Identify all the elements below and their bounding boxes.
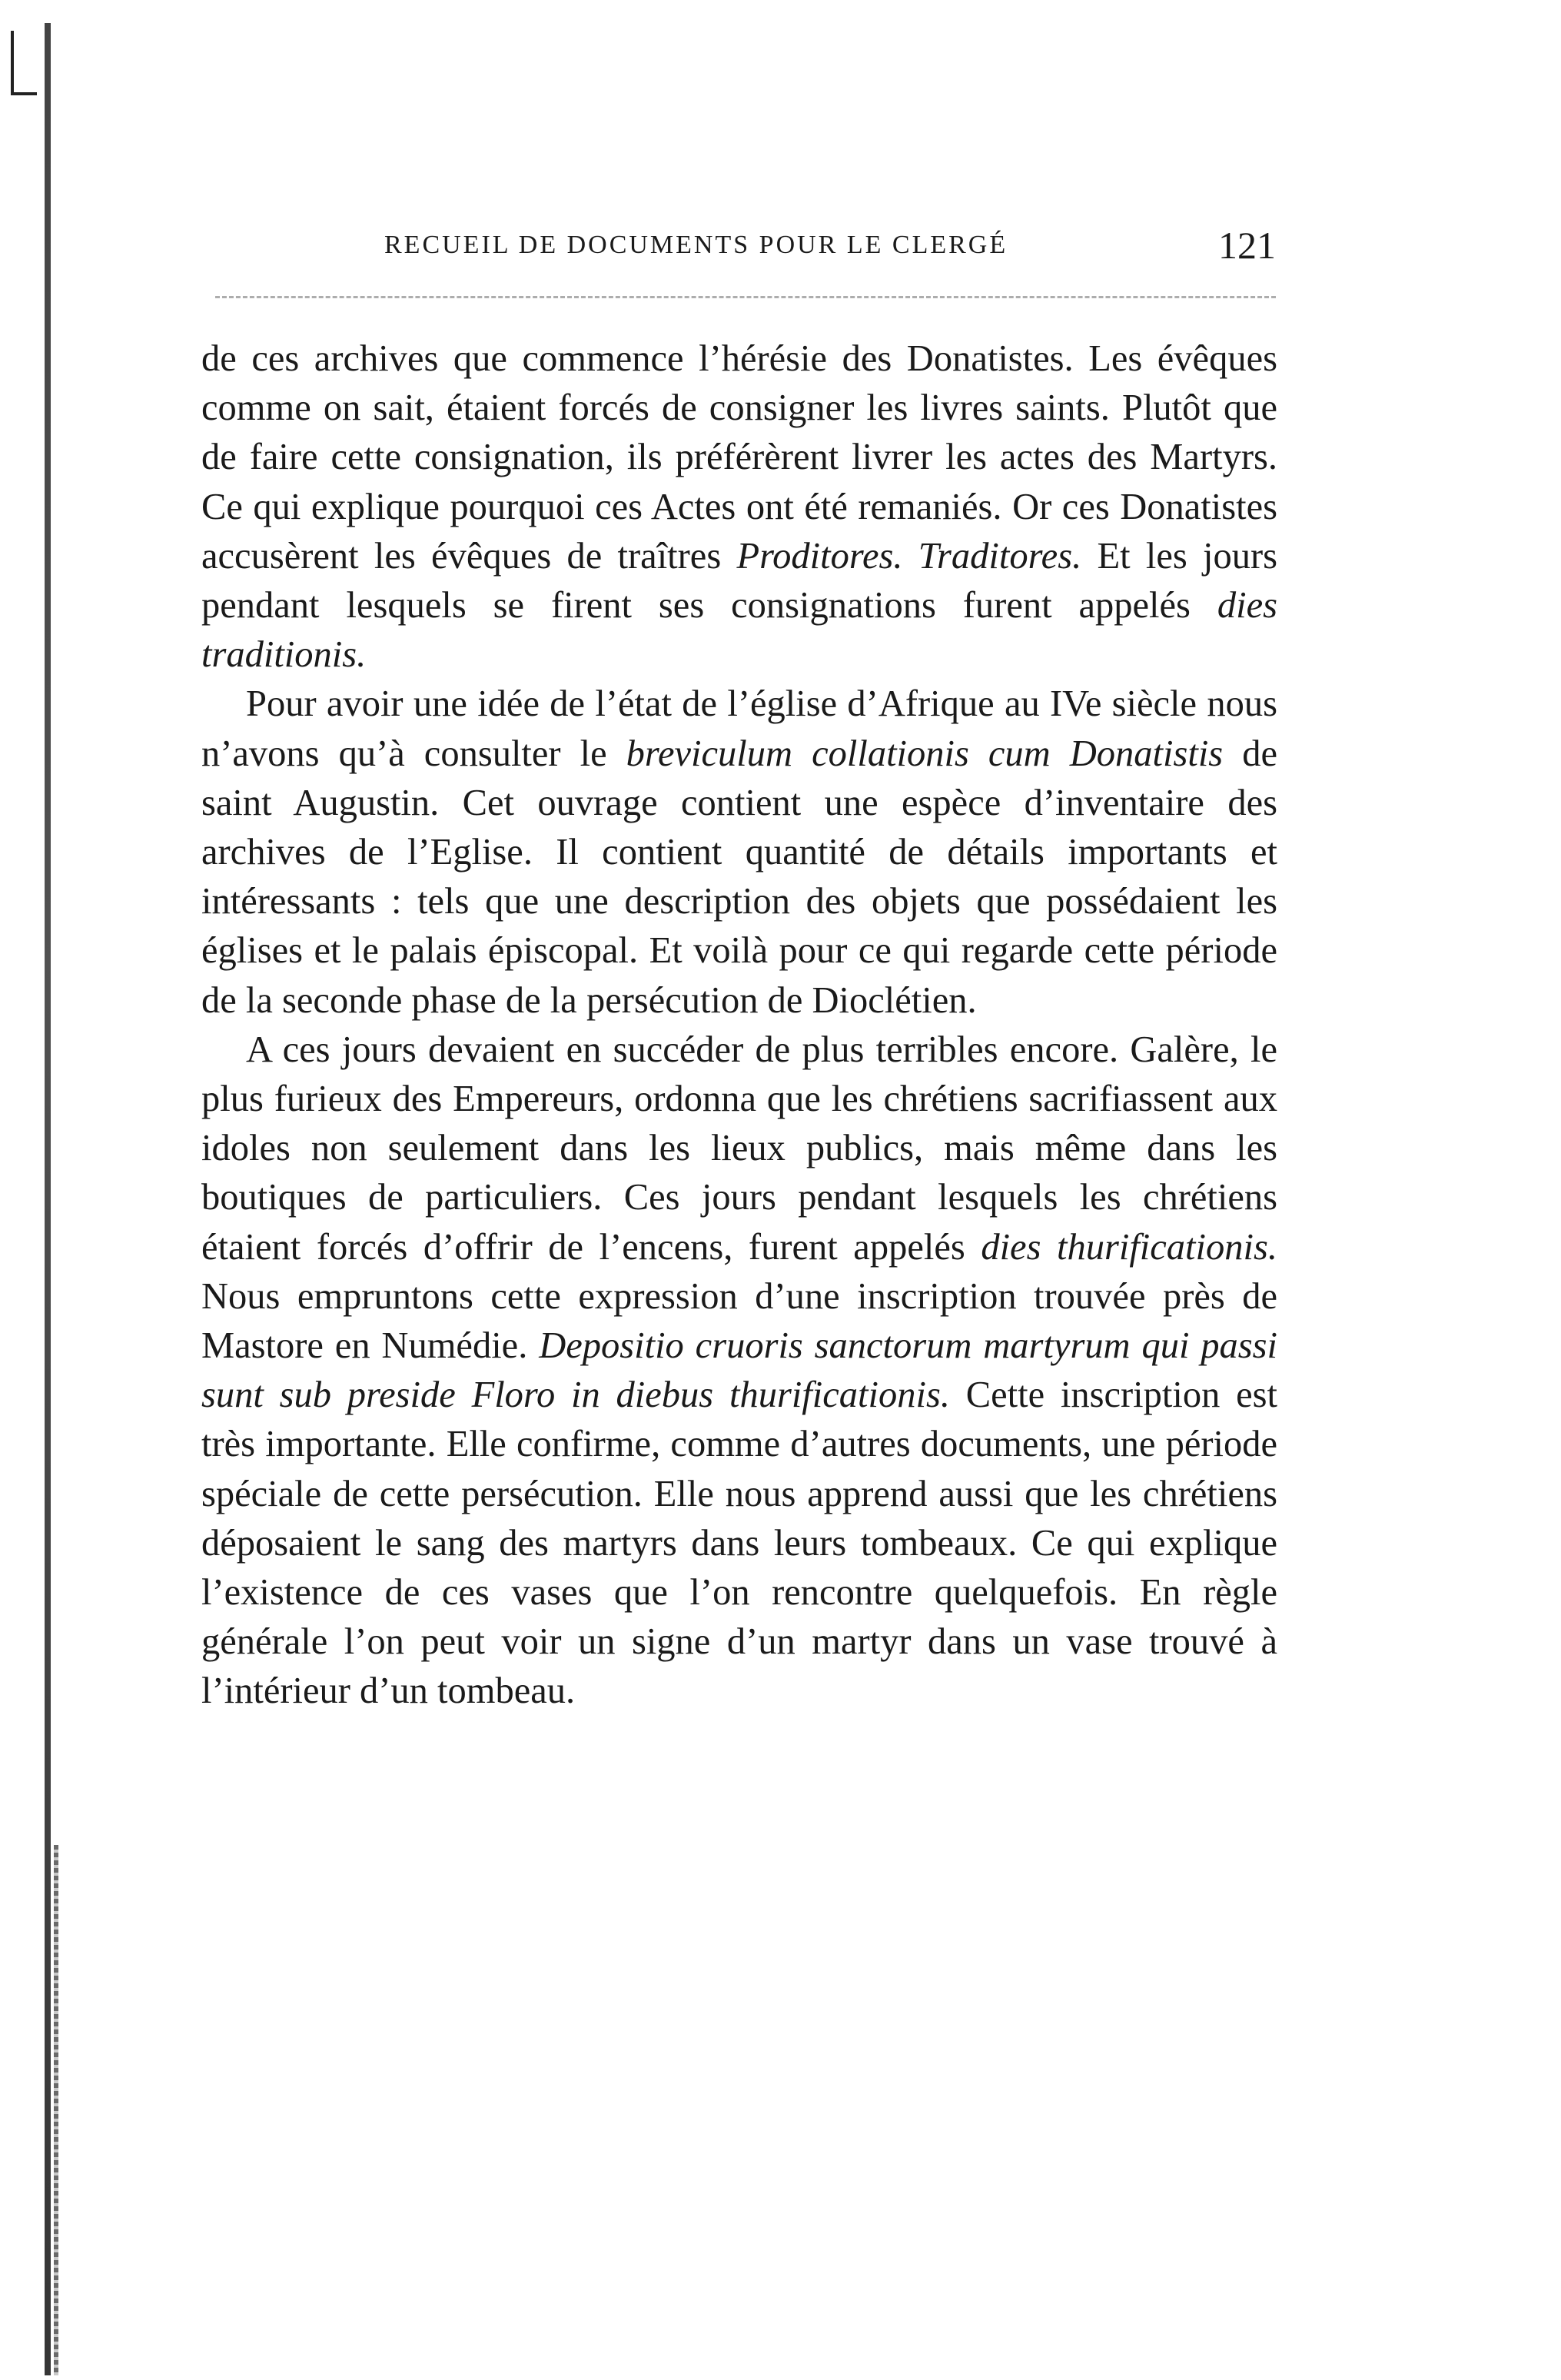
- paragraph: [201, 1025, 1277, 1717]
- text-segment: de ces archives que commence l’hérésie des Donatistes. Les évêques comme on sait, étaient forcés de consigner les livres saints. Plutôt que de faire cette consignation, ils préférèrent livrer les actes des Martyrs. Ce qui explique pourquoi ces Actes ont été remaniés. Or ces Donatistes accusèrent les évêques de traîtres: [201, 338, 1277, 577]
- text-segment: Et les jours pendant lesquels se firent ses consignations furent appelés: [201, 535, 1277, 627]
- running-head: RECUEIL DE DOCUMENTS POUR LE CLERGÉ: [384, 231, 1008, 259]
- body-text: [201, 334, 1277, 1717]
- italic-segment: Depositio cruoris sanctorum martyrum qui passi sunt sub preside Floro in diebus thurificationis.: [201, 1325, 1278, 1416]
- scan-corner-mark: [11, 31, 37, 95]
- italic-segment: dies traditionis.: [201, 585, 1277, 676]
- text-segment: A ces jours devaient en succéder de plus terribles encore. Galère, le plus furieux des Empereurs, ordonna que les chrétiens sacrifiassent aux idoles non seulement dans les lieux publics, mais même dans les boutiques de particuliers. Ces jours pendant lesquels les chrétiens étaient forcés d’offrir de l’encens, furent appelés: [201, 1029, 1277, 1268]
- binding-edge: [45, 23, 51, 2375]
- text-segment: Cette inscription est très importante. Elle confirme, comme d’autres documents, une période spéciale de cette persécution. Elle nous apprend aussi que les chrétiens déposaient le sang des martyrs dans leurs tombeaux. Ce qui explique l’existence de ces vases que l’on rencontre quelquefois. En règle générale l’on peut voir un signe d’un martyr dans un vase trouvé à l’intérieur d’un tombeau.: [201, 1374, 1278, 1712]
- italic-segment: Proditores. Traditores.: [736, 535, 1082, 577]
- page-number: 121: [1218, 224, 1276, 267]
- paragraph: [201, 334, 1277, 680]
- page-header: [384, 223, 1276, 277]
- text-segment: de saint Augustin. Cet ouvrage contient une espèce d’inventaire des archives de l’Eglise. Il contient quantité de détails importants et intéressants : tels que une description des objets que possédaient les églises et le palais épiscopal. Et voilà pour ce qui regarde cette période de la seconde phase de la persécution de Dioclétien.: [201, 733, 1277, 1021]
- text-segment: Pour avoir une idée de l’état de l’église d’Afrique au IVe siècle nous n’avons qu’à consulter le: [201, 683, 1277, 774]
- binding-edge-texture: [54, 1845, 58, 2375]
- italic-segment: breviculum collationis cum Donatistis: [626, 733, 1224, 774]
- text-segment: Nous empruntons cette expression d’une inscription trouvée près de Mastore en Numédie.: [201, 1275, 1277, 1367]
- header-rule: [215, 296, 1276, 298]
- italic-segment: dies thurificationis.: [981, 1226, 1277, 1268]
- paragraph: [201, 680, 1277, 1025]
